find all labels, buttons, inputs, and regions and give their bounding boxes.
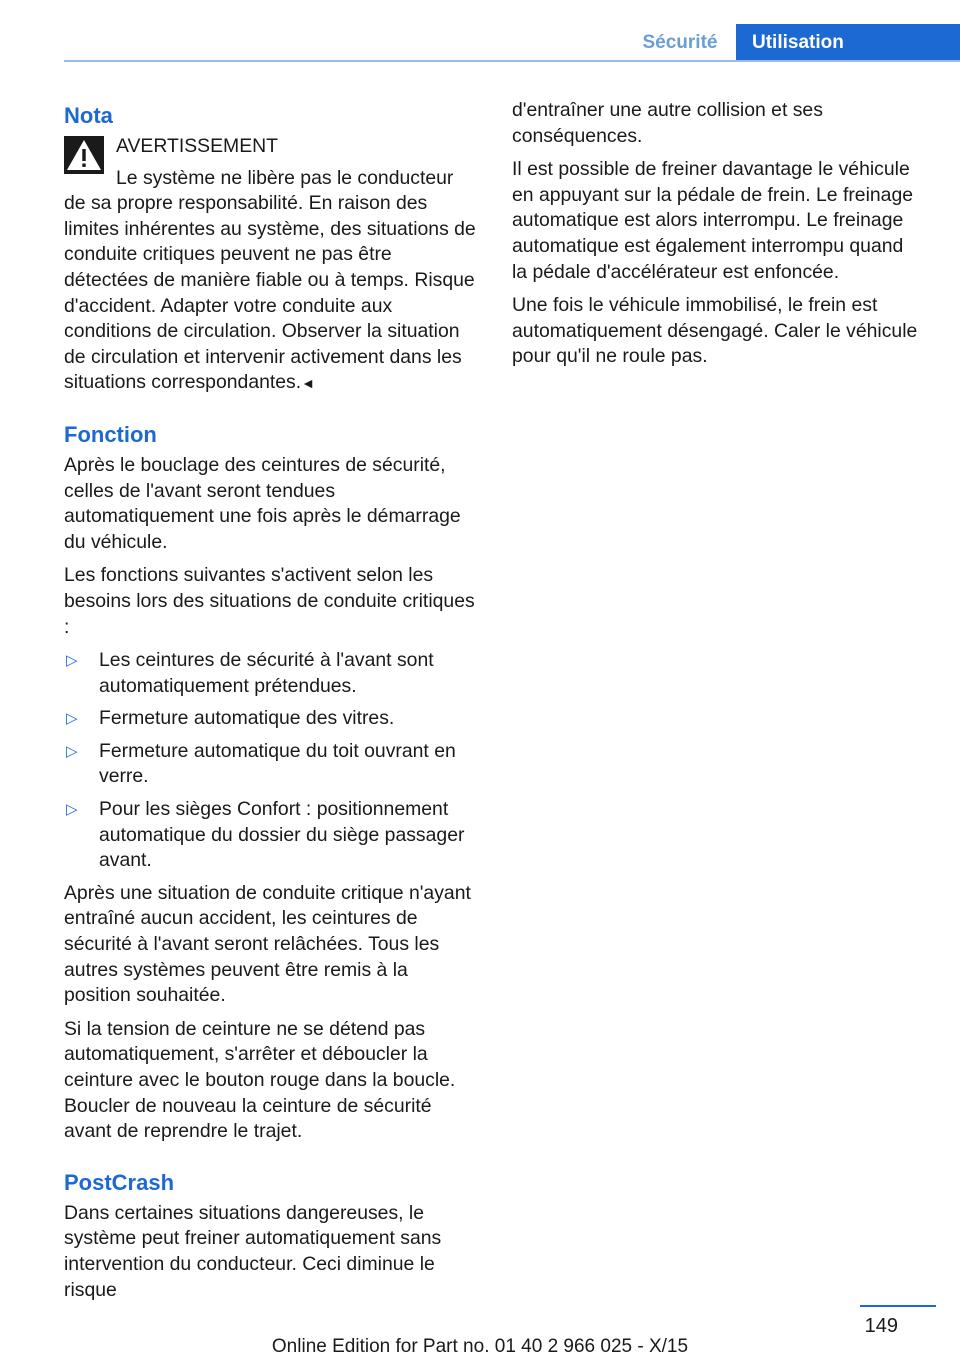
fonction-paragraph-3: Après une situation de conduite critique n'ayant entraîné aucun accident, les ceintures de sécurité à l'avant seront relâchées. Tous les autres systèmes peuvent être remis à la position souhaitée. xyxy=(64,881,471,1007)
function-list xyxy=(64,648,478,874)
footer-divider xyxy=(860,1305,936,1307)
list-item-text: Fermeture automatique du toit ouvrant en verre. xyxy=(99,739,456,788)
postcrash-paragraph-1: Dans certaines situations dangereuses, le système peut freiner automatiquement sans intervention du conducteur. Ceci diminue le risque xyxy=(64,1201,442,1301)
postcrash-paragraph-3: Une fois le véhicule immobilisé, le frein est automatiquement désengagé. Caler le véhicule pour qu'il ne roule pas. xyxy=(512,294,918,368)
list-item xyxy=(64,739,478,790)
page-number: 149 xyxy=(864,1315,898,1337)
fonction-paragraph-4: Si la tension de ceinture ne se détend pas automatiquement, s'arrêter et déboucler la ceinture avec le bouton rouge dans la boucle. Boucler de nouveau la ceinture de sécurité avant de reprendre le trajet. xyxy=(64,1017,456,1143)
fonction-paragraph-2: Les fonctions suivantes s'activent selon les besoins lors des situations de conduite critiques : xyxy=(64,564,475,638)
warning-triangle-icon xyxy=(64,136,104,174)
triangle-bullet-icon: ▷ xyxy=(66,742,78,760)
fonction-paragraph-1: Après le bouclage des ceintures de sécurité, celles de l'avant seront tendues automatiquement une fois après le démarrage du véhicule. xyxy=(64,453,461,553)
list-item-text: Pour les sièges Confort : positionnement automatique du dossier du siège passager avant. xyxy=(99,798,465,872)
triangle-bullet-icon: ▷ xyxy=(66,710,78,728)
list-item-text: Les ceintures de sécurité à l'avant sont automatiquement prétendues. xyxy=(99,649,434,697)
list-item xyxy=(64,797,478,874)
warning-block xyxy=(64,134,478,397)
tab-utilisation[interactable]: Utilisation xyxy=(736,24,960,62)
end-mark: ◄ xyxy=(301,375,315,392)
right-column xyxy=(512,98,922,378)
warning-text xyxy=(64,166,478,397)
fonction-heading: Fonction xyxy=(64,421,157,447)
nota-heading: Nota xyxy=(64,103,113,128)
postcrash-paragraph-continued: d'entraîner une autre collision et ses conséquences. xyxy=(512,99,823,147)
edition-note: Online Edition for Part no. 01 40 2 966 025 - X/15 xyxy=(271,1336,689,1357)
postcrash-paragraph-2: Il est possible de freiner davantage le véhicule en appuyant sur la pédale de frein. Le freinage automatique est alors interrompu. Le freinage automatique est également interrompu quand la pédale d'accélérateur est enfoncée. xyxy=(512,158,914,283)
warning-body: Le système ne libère pas le conducteur de sa propre responsabilité. En raison des limites inhérentes au système, des situations de conduite critiques peuvent ne pas être détectées de manière fiable ou à temps. Risque d'accident. Adapter votre conduite aux conditions de circulation. Observer la situation de circulation et intervenir activement dans les situations correspondantes. xyxy=(64,166,476,394)
left-column xyxy=(64,98,478,1311)
triangle-bullet-icon: ▷ xyxy=(66,652,78,670)
header-tabs xyxy=(624,24,960,62)
list-item-text: Fermeture automatique des vitres. xyxy=(99,707,395,730)
list-item xyxy=(64,648,478,699)
header-divider xyxy=(64,60,960,62)
postcrash-heading: PostCrash xyxy=(64,1169,175,1195)
triangle-bullet-icon: ▷ xyxy=(66,801,78,819)
warning-title: AVERTISSEMENT xyxy=(116,135,278,157)
list-item xyxy=(64,706,478,732)
tab-securite[interactable]: Sécurité xyxy=(624,24,736,62)
